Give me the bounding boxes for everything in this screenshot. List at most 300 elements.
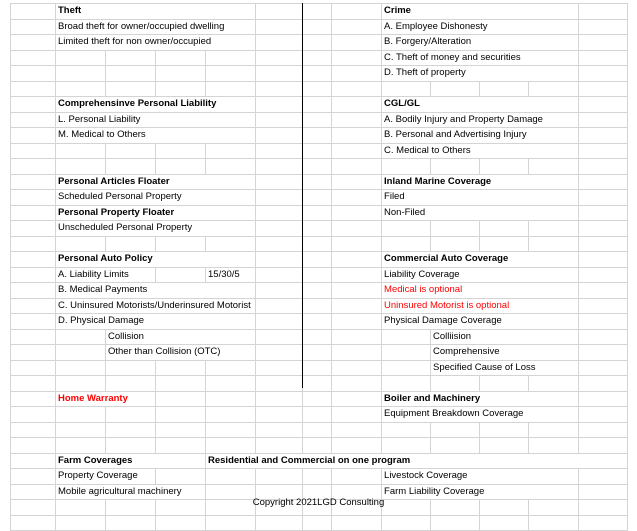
- cell: [56, 515, 106, 531]
- list-item: Comprehensive: [431, 345, 579, 361]
- table-row: [11, 453, 628, 469]
- cell: [256, 112, 303, 128]
- cell: [11, 422, 56, 438]
- cell: [332, 81, 382, 97]
- cell: [206, 236, 256, 252]
- cell: [332, 159, 382, 175]
- cell: [106, 143, 156, 159]
- cell: [11, 298, 56, 314]
- cell: [206, 422, 256, 438]
- cell: [579, 376, 628, 392]
- cell: [579, 159, 628, 175]
- table-row: [11, 267, 628, 283]
- list-item: Property Coverage: [56, 469, 156, 485]
- cell: [480, 236, 529, 252]
- cell: [303, 81, 332, 97]
- table-row: [11, 376, 628, 392]
- cell: [303, 252, 332, 268]
- cell: [11, 143, 56, 159]
- cell: [56, 345, 106, 361]
- cell: [256, 159, 303, 175]
- cell: [332, 360, 382, 376]
- cell: [303, 469, 332, 485]
- cell: [156, 407, 206, 423]
- cell: [256, 345, 303, 361]
- list-item: A. Liability Limits: [56, 267, 156, 283]
- cell: [106, 376, 156, 392]
- cell: [156, 50, 206, 66]
- cell: [303, 329, 332, 345]
- cell: [579, 174, 628, 190]
- cell: [206, 143, 256, 159]
- cell: [106, 360, 156, 376]
- cell: [256, 469, 303, 485]
- cell: [382, 515, 431, 531]
- cell: [332, 97, 382, 113]
- section-heading-ppf: Personal Property Floater: [56, 205, 256, 221]
- cell: [332, 4, 382, 20]
- cell: [156, 469, 206, 485]
- cell: [579, 66, 628, 82]
- cell: [431, 221, 480, 237]
- cell: [431, 81, 480, 97]
- cell: [579, 422, 628, 438]
- cell: [11, 81, 56, 97]
- cell: [11, 221, 56, 237]
- cell: [206, 469, 256, 485]
- table-row: [11, 314, 628, 330]
- cell: [332, 112, 382, 128]
- cell: [480, 81, 529, 97]
- cell: [431, 515, 480, 531]
- list-item: C. Theft of money and securities: [382, 50, 579, 66]
- cell: [256, 66, 303, 82]
- cell: [11, 205, 56, 221]
- cell: [579, 267, 628, 283]
- cell: [11, 376, 56, 392]
- cell: [480, 221, 529, 237]
- cell: [256, 221, 303, 237]
- cell: [156, 81, 206, 97]
- list-item: B. Medical Payments: [56, 283, 256, 299]
- cell: [256, 50, 303, 66]
- section-heading-boiler: Boiler and Machinery: [382, 391, 579, 407]
- cell: [332, 422, 382, 438]
- cell: [11, 267, 56, 283]
- coverage-grid: [10, 3, 628, 531]
- list-item: Non-Filed: [382, 205, 579, 221]
- cell: [256, 35, 303, 51]
- cell: [332, 205, 382, 221]
- cell: [11, 453, 56, 469]
- section-heading-cgl: CGL/GL: [382, 97, 579, 113]
- cell: [11, 407, 56, 423]
- cell: [256, 267, 303, 283]
- cell: [303, 376, 332, 392]
- list-item: Specified Cause of Loss: [431, 360, 579, 376]
- cell: [11, 515, 56, 531]
- cell: [579, 438, 628, 454]
- section-heading-inland-marine: Inland Marine Coverage: [382, 174, 579, 190]
- list-item: A. Bodily Injury and Property Damage: [382, 112, 579, 128]
- cell: [11, 174, 56, 190]
- cell: [11, 128, 56, 144]
- table-row: [11, 35, 628, 51]
- cell: [106, 236, 156, 252]
- cell: [382, 360, 431, 376]
- cell: [56, 422, 106, 438]
- cell: [332, 298, 382, 314]
- cell: [156, 515, 206, 531]
- cell: [11, 66, 56, 82]
- cell: [256, 329, 303, 345]
- cell: [303, 205, 332, 221]
- list-item-medical-optional: Medical is optional: [382, 283, 579, 299]
- cell: [579, 4, 628, 20]
- cell: [579, 35, 628, 51]
- cell: [332, 19, 382, 35]
- cell: [332, 267, 382, 283]
- cell: [579, 407, 628, 423]
- cell: [529, 159, 579, 175]
- cell: [156, 438, 206, 454]
- cell: [579, 190, 628, 206]
- cell: [256, 314, 303, 330]
- cell: [11, 360, 56, 376]
- cell: [579, 252, 628, 268]
- cell: [11, 438, 56, 454]
- cell: [56, 50, 106, 66]
- cell: [303, 97, 332, 113]
- cell: [431, 376, 480, 392]
- cell: [256, 205, 303, 221]
- cell: [579, 236, 628, 252]
- cell: [303, 159, 332, 175]
- cell: [256, 97, 303, 113]
- table-row: [11, 205, 628, 221]
- cell: [11, 252, 56, 268]
- cell: [529, 422, 579, 438]
- cell: [382, 221, 431, 237]
- list-item: L. Personal Liability: [56, 112, 256, 128]
- cell: [332, 35, 382, 51]
- table-row: [11, 50, 628, 66]
- cell: [303, 4, 332, 20]
- cell: [303, 190, 332, 206]
- list-item: D. Physical Damage: [56, 314, 256, 330]
- cell: [11, 236, 56, 252]
- list-item: D. Theft of property: [382, 66, 579, 82]
- cell: [156, 267, 206, 283]
- table-row: [11, 112, 628, 128]
- cell: [579, 97, 628, 113]
- cell: [303, 19, 332, 35]
- cell: [106, 438, 156, 454]
- cell: [156, 360, 206, 376]
- table-row: [11, 4, 628, 20]
- cell: [56, 159, 106, 175]
- table-row: [11, 298, 628, 314]
- cell: [332, 128, 382, 144]
- copyright-footer: Copyright 2021LGD Consulting: [252, 497, 385, 508]
- cell: [11, 345, 56, 361]
- table-row: [11, 159, 628, 175]
- cell: [303, 143, 332, 159]
- cell: [579, 329, 628, 345]
- cell: [256, 81, 303, 97]
- cell: [156, 391, 206, 407]
- cell: [579, 283, 628, 299]
- table-row: [11, 422, 628, 438]
- cell: [382, 438, 431, 454]
- table-row: [11, 174, 628, 190]
- cell: [303, 515, 332, 531]
- list-item: Mobile agricultural machinery: [56, 484, 206, 500]
- cell: [529, 515, 579, 531]
- cell: [206, 376, 256, 392]
- table-row: [11, 252, 628, 268]
- cell: [206, 391, 256, 407]
- cell: [56, 81, 106, 97]
- cell: [332, 407, 382, 423]
- cell: [256, 283, 303, 299]
- table-row: [11, 469, 628, 485]
- cell: [256, 190, 303, 206]
- cell: [332, 66, 382, 82]
- cell: [156, 143, 206, 159]
- cell: [382, 159, 431, 175]
- list-item: Equipment Breakdown Coverage: [382, 407, 579, 423]
- cell: [11, 4, 56, 20]
- cell: [106, 407, 156, 423]
- list-item: Collision: [106, 329, 256, 345]
- cell: [332, 314, 382, 330]
- section-heading-cpl: Comprehensinve Personal Liability: [56, 97, 256, 113]
- cell: [529, 438, 579, 454]
- banner-farm-note: Residential and Commercial on one program: [206, 453, 628, 469]
- banner-farm-coverages: Farm Coverages: [56, 453, 206, 469]
- cell: [11, 35, 56, 51]
- cell: [56, 360, 106, 376]
- cell: [480, 159, 529, 175]
- cell: [206, 360, 256, 376]
- table-row: [11, 19, 628, 35]
- cell: [579, 128, 628, 144]
- cell: [206, 407, 256, 423]
- cell: [332, 469, 382, 485]
- section-heading-paf: Personal Articles Floater: [56, 174, 256, 190]
- cell: [56, 438, 106, 454]
- cell: [332, 391, 382, 407]
- cell: [579, 469, 628, 485]
- cell: [106, 515, 156, 531]
- cell: [579, 205, 628, 221]
- cell: [11, 391, 56, 407]
- cell: [106, 422, 156, 438]
- cell: [332, 50, 382, 66]
- table-row: [11, 283, 628, 299]
- cell: [303, 298, 332, 314]
- cell: [529, 376, 579, 392]
- table-row: [11, 128, 628, 144]
- cell: [256, 438, 303, 454]
- cell: [56, 329, 106, 345]
- cell: [56, 143, 106, 159]
- cell: [303, 112, 332, 128]
- cell: [579, 314, 628, 330]
- list-item: M. Medical to Others: [56, 128, 256, 144]
- cell: [529, 81, 579, 97]
- cell: [382, 422, 431, 438]
- cell: [256, 128, 303, 144]
- table-row: [11, 143, 628, 159]
- cell: [256, 19, 303, 35]
- cell: [579, 19, 628, 35]
- table-row: [11, 81, 628, 97]
- cell: [382, 236, 431, 252]
- cell: [11, 97, 56, 113]
- table-row: [11, 360, 628, 376]
- section-heading-commercial-auto: Commercial Auto Coverage: [382, 252, 579, 268]
- cell: [303, 422, 332, 438]
- cell: [579, 298, 628, 314]
- list-item: Other than Collision (OTC): [106, 345, 256, 361]
- cell: [11, 112, 56, 128]
- cell: [332, 236, 382, 252]
- cell: [382, 81, 431, 97]
- cell: [11, 314, 56, 330]
- cell: [480, 422, 529, 438]
- cell: [206, 50, 256, 66]
- cell: [579, 112, 628, 128]
- cell: [106, 50, 156, 66]
- cell: [256, 407, 303, 423]
- table-row: [11, 329, 628, 345]
- cell: [332, 174, 382, 190]
- cell: [529, 221, 579, 237]
- cell: [431, 438, 480, 454]
- section-heading-theft: Theft: [56, 4, 256, 20]
- list-item: B. Personal and Advertising Injury: [382, 128, 579, 144]
- list-item: Filed: [382, 190, 579, 206]
- cell: [332, 221, 382, 237]
- cell: [56, 66, 106, 82]
- cell: [256, 376, 303, 392]
- cell: [480, 376, 529, 392]
- cell: [303, 50, 332, 66]
- cell: [579, 515, 628, 531]
- table-row: [11, 407, 628, 423]
- table-row: [11, 438, 628, 454]
- cell: [256, 360, 303, 376]
- cell: [256, 252, 303, 268]
- cell: [303, 267, 332, 283]
- cell: [303, 236, 332, 252]
- cell: [206, 438, 256, 454]
- cell: [256, 515, 303, 531]
- cell: [332, 283, 382, 299]
- cell: [529, 236, 579, 252]
- section-heading-home-warranty: Home Warranty: [56, 391, 156, 407]
- list-item: Physical Damage Coverage: [382, 314, 579, 330]
- cell: [11, 329, 56, 345]
- cell: [256, 4, 303, 20]
- cell: [480, 438, 529, 454]
- list-item: C. Medical to Others: [382, 143, 579, 159]
- cell: [303, 221, 332, 237]
- list-item: Unscheduled Personal Property: [56, 221, 256, 237]
- list-item: B. Forgery/Alteration: [382, 35, 579, 51]
- cell: [256, 422, 303, 438]
- cell: [256, 143, 303, 159]
- cell: [156, 66, 206, 82]
- cell: [56, 376, 106, 392]
- cell: [579, 221, 628, 237]
- table-row: [11, 515, 628, 531]
- cell: [332, 515, 382, 531]
- table-row: [11, 97, 628, 113]
- cell: [303, 283, 332, 299]
- cell: [156, 159, 206, 175]
- table-row: [11, 190, 628, 206]
- list-item: Broad theft for owner/occupied dwelling: [56, 19, 256, 35]
- cell: [206, 81, 256, 97]
- cell: [106, 159, 156, 175]
- list-item: Liability Coverage: [382, 267, 579, 283]
- cell: [11, 19, 56, 35]
- cell: [431, 159, 480, 175]
- cell: [332, 143, 382, 159]
- cell: [206, 159, 256, 175]
- table-row: [11, 391, 628, 407]
- cell: [579, 345, 628, 361]
- cell: [156, 236, 206, 252]
- cell: [303, 66, 332, 82]
- cell: [303, 407, 332, 423]
- cell: [303, 128, 332, 144]
- cell: [431, 236, 480, 252]
- cell: [332, 376, 382, 392]
- cell: [382, 345, 431, 361]
- list-item: Farm Liability Coverage: [382, 484, 579, 500]
- cell: [256, 236, 303, 252]
- cell: [11, 469, 56, 485]
- cell: [579, 81, 628, 97]
- cell: [303, 174, 332, 190]
- cell: [431, 422, 480, 438]
- cell: [156, 422, 206, 438]
- cell: [303, 35, 332, 51]
- cell: [11, 283, 56, 299]
- cell: [382, 329, 431, 345]
- cell: [332, 329, 382, 345]
- cell: [11, 50, 56, 66]
- liability-limits-value: 15/30/5: [206, 267, 256, 283]
- cell: [579, 143, 628, 159]
- list-item: Colliision: [431, 329, 579, 345]
- cell: [106, 81, 156, 97]
- cell: [579, 50, 628, 66]
- cell: [256, 174, 303, 190]
- cell: [303, 314, 332, 330]
- list-item: Limited theft for non owner/occupied: [56, 35, 256, 51]
- cell: [382, 376, 431, 392]
- cell: [256, 298, 303, 314]
- cell: [56, 407, 106, 423]
- cell: [56, 236, 106, 252]
- cell: [206, 515, 256, 531]
- cell: [579, 360, 628, 376]
